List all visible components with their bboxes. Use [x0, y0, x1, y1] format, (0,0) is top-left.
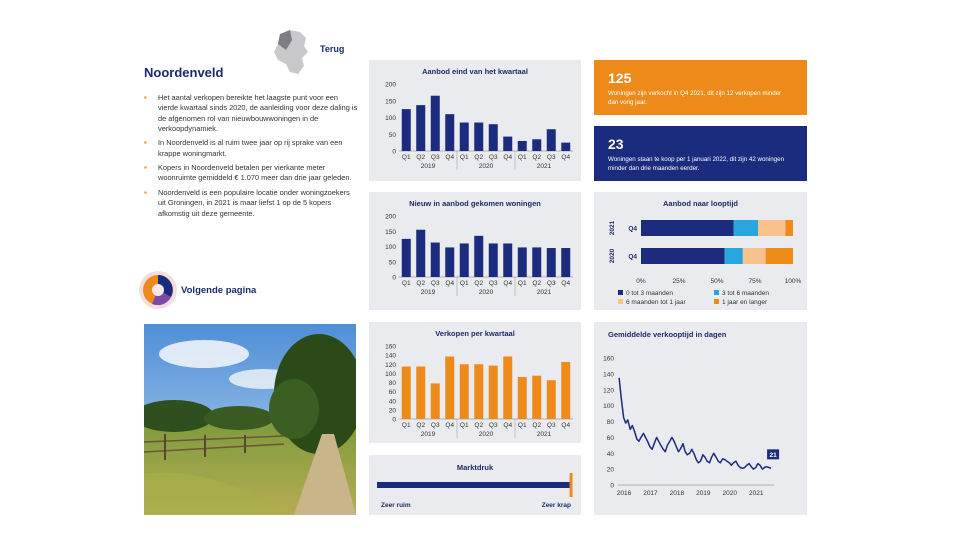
x-tick-label: Q3: [430, 422, 440, 429]
bar: [431, 243, 440, 277]
kpi-for-sale: [594, 126, 807, 181]
x-tick-label: Q3: [546, 280, 556, 287]
y-tick-label: 0: [610, 482, 614, 490]
bullet-list: [144, 93, 359, 223]
y-tick-label: 0: [392, 416, 396, 424]
y-tick-label: 0: [392, 148, 396, 156]
chart-nieuw: [369, 192, 581, 310]
stacked-bar-segment: [734, 220, 758, 236]
bar: [431, 96, 440, 151]
chart-aanbod: [369, 60, 581, 181]
chart-title: Verkopen per kwartaal: [435, 329, 515, 338]
y-tick-label: 50: [388, 131, 396, 139]
kpi-text: Woningen staan te koop per 1 januari 2022, dit zijn 42 woningen minder dan drie maanden eerder.: [608, 156, 785, 172]
bar: [489, 366, 498, 419]
y-tick-label: 40: [388, 398, 396, 406]
group-label: 2020: [478, 163, 494, 170]
x-tick-label: 25%: [672, 278, 686, 285]
x-tick-label: 2019: [696, 490, 711, 497]
bullet-item: ▪ In Noordenveld is al ruim twee jaar op rij sprake van een krappe woningmarkt.: [144, 138, 359, 159]
x-tick-label: 75%: [748, 278, 762, 285]
x-tick-label: Q2: [474, 422, 484, 429]
bar: [518, 247, 527, 277]
x-tick-label: Q4: [445, 422, 455, 429]
y-tick-label: 80: [606, 419, 614, 426]
gauge-right-label: Zeer krap: [541, 502, 571, 509]
landscape-photo: [144, 324, 356, 515]
stacked-bar-segment: [758, 220, 785, 236]
panel-looptijd: [594, 192, 807, 310]
bar: [532, 376, 541, 419]
bar: [561, 248, 570, 277]
group-label: 2020: [609, 248, 616, 264]
y-tick-label: 160: [385, 343, 396, 351]
chart-title: Nieuw in aanbod gekomen woningen: [409, 199, 541, 208]
x-tick-label: 50%: [710, 278, 724, 285]
bar: [489, 124, 498, 151]
bar: [474, 364, 483, 419]
legend-label: 0 tot 3 maanden: [626, 290, 673, 297]
group-label: 2019: [420, 431, 436, 438]
legend-swatch: [714, 290, 719, 295]
y-tick-label: 100: [385, 244, 396, 251]
bar: [503, 243, 512, 277]
map-icon: [272, 28, 318, 76]
kpi-text: Woningen zijn verkocht in Q4 2021, dit zijn 12 verkopen minder dan vorig jaar.: [608, 90, 782, 106]
x-tick-label: 2017: [643, 490, 658, 497]
bar: [460, 123, 469, 151]
group-label: 2020: [478, 431, 494, 438]
x-tick-label: Q1: [401, 422, 411, 429]
bar: [489, 243, 498, 277]
bar: [460, 364, 469, 419]
x-tick-label: 2016: [616, 490, 632, 497]
x-tick-label: Q3: [430, 280, 440, 287]
x-tick-label: Q2: [532, 422, 542, 429]
y-tick-label: 20: [388, 407, 396, 415]
next-page-link[interactable]: [138, 270, 278, 310]
x-tick-label: Q1: [401, 154, 411, 161]
bar: [503, 356, 512, 419]
x-tick-label: Q1: [401, 280, 411, 287]
row-label: Q4: [628, 225, 637, 233]
x-tick-label: Q2: [416, 422, 426, 429]
gauge-left-label: Zeer ruim: [381, 502, 411, 509]
kpi-sold: [594, 60, 807, 115]
legend-label: 1 jaar en langer: [722, 299, 768, 306]
x-tick-label: Q1: [459, 154, 469, 161]
back-label: Terug: [320, 44, 345, 54]
bar: [474, 123, 483, 151]
bar: [416, 367, 425, 419]
pie-chart-icon: [138, 270, 178, 310]
bar: [547, 380, 556, 419]
group-label: 2019: [420, 289, 436, 296]
y-tick-label: 150: [385, 98, 396, 106]
y-tick-label: 200: [385, 81, 396, 89]
chart-title: Gemiddelde verkooptijd in dagen: [608, 330, 727, 339]
y-tick-label: 150: [385, 228, 396, 236]
bar: [518, 141, 527, 151]
gauge-fill: [377, 482, 571, 488]
x-tick-label: 2021: [748, 490, 764, 497]
x-tick-label: Q1: [517, 280, 527, 287]
group-label: 2020: [478, 289, 494, 296]
bar: [431, 383, 440, 419]
row-label: Q4: [628, 253, 637, 261]
stacked-bar-segment: [641, 220, 734, 236]
y-tick-label: 120: [385, 361, 396, 369]
x-tick-label: Q1: [517, 154, 527, 161]
stacked-bar-segment: [641, 248, 725, 264]
y-tick-label: 120: [603, 387, 614, 395]
x-tick-label: Q4: [503, 422, 513, 429]
y-tick-label: 140: [385, 352, 396, 360]
bar: [460, 243, 469, 277]
y-tick-label: 60: [388, 389, 396, 397]
gauge-marker: [570, 473, 573, 497]
bar: [402, 109, 411, 151]
x-tick-label: Q4: [503, 154, 513, 161]
gauge-marktdruk: [369, 455, 581, 515]
x-tick-label: Q4: [445, 154, 455, 161]
bar: [561, 362, 570, 419]
chart-verkooptijd: [594, 322, 807, 515]
chart-verkopen: [369, 322, 581, 443]
y-tick-label: 20: [606, 466, 614, 474]
back-link[interactable]: [272, 28, 362, 76]
x-tick-label: Q4: [503, 280, 513, 287]
panel-verkooptijd: [594, 322, 807, 515]
x-tick-label: Q4: [561, 422, 571, 429]
x-tick-label: Q2: [532, 280, 542, 287]
x-tick-label: 2018: [669, 490, 685, 497]
kpi-value: 125: [608, 70, 632, 86]
x-tick-label: Q3: [488, 422, 498, 429]
y-tick-label: 40: [606, 450, 614, 458]
x-tick-label: Q3: [488, 154, 498, 161]
x-tick-label: Q4: [445, 280, 455, 287]
x-tick-label: Q2: [532, 154, 542, 161]
bar: [416, 230, 425, 277]
x-tick-label: Q2: [416, 280, 426, 287]
y-tick-label: 140: [603, 371, 614, 379]
panel-aanbod: [369, 60, 581, 181]
bar: [402, 367, 411, 419]
data-label: 21: [769, 451, 777, 459]
legend-label: 6 maanden tot 1 jaar: [626, 299, 686, 306]
legend-swatch: [618, 290, 623, 295]
legend-swatch: [618, 299, 623, 304]
bar: [503, 137, 512, 151]
group-label: 2021: [536, 289, 552, 296]
group-label: 2021: [536, 431, 552, 438]
x-tick-label: 0%: [636, 278, 646, 285]
x-tick-label: Q4: [561, 154, 571, 161]
chart-title: Aanbod naar looptijd: [663, 199, 738, 208]
chart-title: Marktdruk: [456, 463, 494, 472]
bar: [445, 114, 454, 151]
y-tick-label: 160: [603, 355, 614, 363]
bar: [561, 143, 570, 151]
bar: [518, 377, 527, 419]
group-label: 2021: [609, 220, 616, 236]
stacked-bar-segment: [785, 220, 793, 236]
group-label: 2021: [536, 163, 552, 170]
x-tick-label: Q1: [459, 280, 469, 287]
bar: [402, 239, 411, 277]
bullet-item: ▪ Noordenveld is een populaire locatie onder woningzoekers uit Groningen, in 2021 is maar liefst 1 op de 5 kopers afkomstig uit deze gemeente.: [144, 188, 359, 219]
stacked-bar-segment: [725, 248, 743, 264]
y-tick-label: 100: [385, 115, 396, 122]
x-tick-label: 100%: [784, 278, 802, 285]
bullet-item: ▪ Kopers in Noordenveld betalen per vierkante meter woonruimte gemiddeld € 1.070 meer dan drie jaar geleden.: [144, 163, 359, 184]
bullet-item: ▪ Het aantal verkopen bereikte het laagste punt voor een vierde kwartaal sinds 2020, de aanleiding voor deze daling is de afgenomen rol van nieuwbouwwoningen in de verkoopdynamiek.: [144, 93, 359, 134]
y-tick-label: 100: [385, 370, 396, 378]
y-tick-label: 50: [388, 259, 396, 267]
series-line: [619, 378, 771, 469]
chart-title: Aanbod eind van het kwartaal: [422, 67, 528, 76]
chart-looptijd: [594, 192, 807, 310]
bar: [445, 356, 454, 419]
bar: [445, 247, 454, 277]
x-tick-label: Q3: [546, 154, 556, 161]
y-tick-label: 0: [392, 274, 396, 282]
bar: [532, 139, 541, 151]
x-tick-label: Q3: [546, 422, 556, 429]
group-label: 2019: [420, 163, 436, 170]
stacked-bar-segment: [743, 248, 766, 264]
next-page-label: Volgende pagina: [181, 285, 257, 296]
bar: [532, 247, 541, 277]
bar: [474, 236, 483, 277]
panel-nieuw: [369, 192, 581, 310]
x-tick-label: Q4: [561, 280, 571, 287]
y-tick-label: 60: [606, 434, 614, 442]
bar: [416, 105, 425, 151]
kpi-value: 23: [608, 136, 624, 152]
panel-marktdruk: [369, 455, 581, 515]
x-tick-label: Q1: [517, 422, 527, 429]
x-tick-label: Q2: [474, 280, 484, 287]
x-tick-label: Q1: [459, 422, 469, 429]
bar: [547, 248, 556, 277]
legend-label: 3 tot 6 maanden: [722, 290, 769, 297]
y-tick-label: 100: [603, 403, 614, 411]
y-tick-label: 80: [388, 380, 396, 387]
legend-swatch: [714, 299, 719, 304]
stacked-bar-segment: [766, 248, 793, 264]
page-title: Noordenveld: [144, 65, 224, 80]
x-tick-label: Q3: [430, 154, 440, 161]
bar: [547, 129, 556, 151]
x-tick-label: Q2: [474, 154, 484, 161]
x-tick-label: Q3: [488, 280, 498, 287]
x-tick-label: 2020: [722, 490, 737, 497]
y-tick-label: 200: [385, 213, 396, 221]
panel-verkopen: [369, 322, 581, 443]
x-tick-label: Q2: [416, 154, 426, 161]
